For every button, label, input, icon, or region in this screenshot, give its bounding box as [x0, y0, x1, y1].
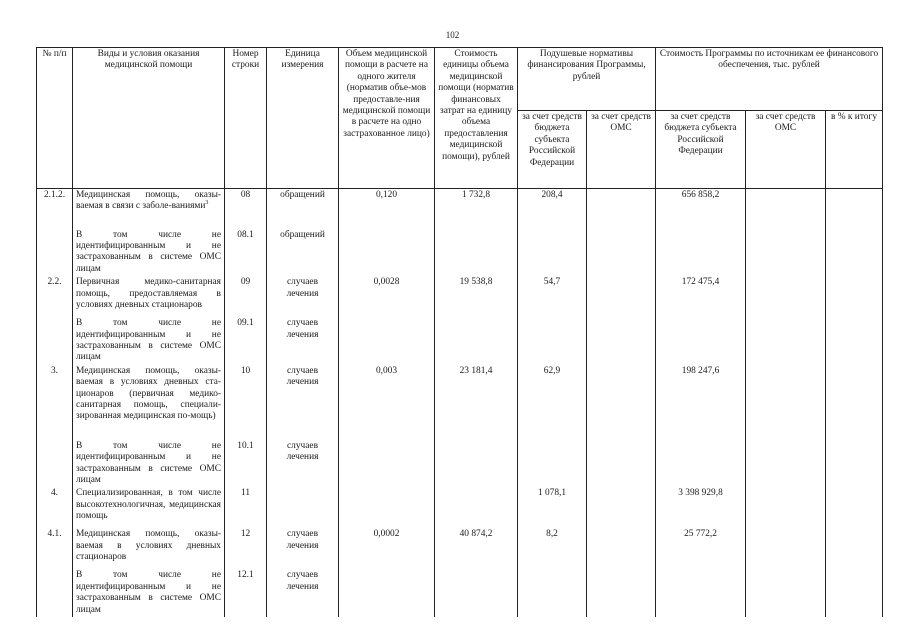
row-line-number-text: 09.1 [237, 318, 254, 329]
row-per-capita-budget [518, 365, 587, 440]
row-cost [435, 229, 518, 277]
header-cost: Стоимость единицы объема медицинской помощи (норматив финансовых затрат на единицу объема предоставления медицинской помощи), рублей [435, 48, 518, 189]
row-program-oms [746, 189, 826, 229]
row-program-oms [746, 487, 826, 528]
row-unit [267, 189, 339, 229]
row-desc-text: Медицинская помощь, оказы-ваемая в условиях дневных стационаров [76, 529, 221, 563]
row-volume [339, 189, 435, 229]
row-line-number-text: 08.1 [237, 229, 254, 240]
row-cost [435, 487, 518, 528]
row-unit [267, 317, 339, 365]
row-unit-text: случаев лечения [286, 440, 319, 463]
row-program-pct [826, 440, 883, 488]
row-num-text: 4. [50, 488, 59, 499]
header-unit: Единица измерения [267, 48, 339, 189]
row-program-budget-text: 3 398 929,8 [678, 488, 723, 499]
header-row-no: Номер строки [225, 48, 267, 189]
row-desc-text: В том числе не идентифицированным и не застрахованным в системе ОМС лицам [76, 440, 221, 485]
row-program-budget [656, 317, 746, 365]
row-per-capita-oms [587, 440, 656, 488]
row-volume-text: 0,0028 [373, 277, 400, 288]
header-per-capita: Подушевые нормативы финансирования Программы, рублей [518, 48, 656, 111]
row-volume [339, 569, 435, 617]
row-desc [73, 528, 225, 569]
row-num [37, 229, 73, 277]
row-line-number [225, 528, 267, 569]
row-num-text: 3. [50, 365, 59, 376]
row-unit-text: случаев лечения [286, 277, 319, 299]
row-per-capita-budget [518, 317, 587, 365]
row-unit [267, 487, 339, 528]
row-per-capita-oms [587, 528, 656, 569]
row-num [37, 528, 73, 569]
row-cost [435, 528, 518, 569]
row-volume [339, 528, 435, 569]
row-per-capita-budget [518, 487, 587, 528]
row-program-oms [746, 365, 826, 440]
table-row [37, 365, 883, 440]
row-unit-text: случаев лечения [286, 570, 319, 592]
row-line-number [225, 487, 267, 528]
row-program-budget [656, 276, 746, 317]
row-program-budget-text: 172 475,4 [681, 277, 720, 288]
row-desc-text: В том числе не идентифицированным и не застрахованным в системе ОМС лицам [76, 570, 221, 615]
row-cost [435, 440, 518, 488]
row-cost-text: 23 181,4 [459, 365, 493, 376]
row-num [37, 440, 73, 488]
row-desc [73, 440, 225, 488]
row-per-capita-budget-text: 8,2 [546, 529, 558, 540]
footnote-ref: 3 [205, 200, 209, 207]
row-program-budget-text: 198 247,6 [681, 365, 720, 376]
row-program-pct [826, 229, 883, 277]
row-program-budget [656, 229, 746, 277]
row-program-pct [826, 189, 883, 229]
row-volume [339, 229, 435, 277]
row-num-text: 4.1. [47, 529, 62, 540]
row-line-number [225, 365, 267, 440]
row-program-budget [656, 440, 746, 488]
row-line-number [225, 317, 267, 365]
row-cost [435, 569, 518, 617]
table-row [37, 276, 883, 317]
row-num [37, 276, 73, 317]
row-unit-text: случаев лечения [286, 318, 319, 340]
header-volume: Объем медицинской помощи в расчете на одного жителя (норматив объе-мов предоставле-ния медицинской помощи в расчете на одно застрахованное лицо) [339, 48, 435, 189]
row-line-number [225, 229, 267, 277]
row-num-text: 2.1.2. [43, 190, 66, 200]
program-cost-table [36, 47, 883, 617]
row-unit [267, 528, 339, 569]
table-body [37, 189, 883, 618]
row-desc-text: В том числе не идентифицированным и не застрахованным в системе ОМС лицам [76, 318, 221, 363]
row-per-capita-budget-text: 1 078,1 [537, 488, 567, 499]
row-volume [339, 365, 435, 440]
row-desc [73, 569, 225, 617]
row-cost [435, 317, 518, 365]
row-num [37, 365, 73, 440]
row-per-capita-budget [518, 229, 587, 277]
header-kind: Виды и условия оказания медицинской помощи [73, 48, 225, 189]
header-program-pct: в % к итогу [826, 111, 883, 189]
row-per-capita-oms [587, 365, 656, 440]
row-per-capita-oms [587, 317, 656, 365]
row-per-capita-budget [518, 189, 587, 229]
row-per-capita-oms [587, 276, 656, 317]
row-per-capita-budget [518, 440, 587, 488]
row-unit [267, 569, 339, 617]
row-per-capita-budget-text: 208,4 [541, 190, 563, 200]
row-cost [435, 365, 518, 440]
row-per-capita-budget [518, 569, 587, 617]
row-program-pct [826, 487, 883, 528]
row-program-pct [826, 317, 883, 365]
row-unit-text: случаев лечения [286, 529, 319, 551]
row-cost-text: 40 874,2 [459, 529, 493, 540]
row-desc [73, 317, 225, 365]
row-volume [339, 440, 435, 488]
row-desc [73, 487, 225, 528]
row-desc-text: Медицинская помощь, оказы-ваемая в связи с заболе-ваниями [76, 190, 221, 212]
row-program-pct [826, 365, 883, 440]
header-program-oms: за счет средств ОМС [746, 111, 826, 189]
row-line-number-text: 09 [240, 277, 251, 288]
row-unit [267, 229, 339, 277]
row-line-number-text: 10 [240, 365, 251, 376]
row-volume-text: 0,0002 [373, 529, 400, 540]
header-per-capita-oms: за счет средств ОМС [587, 111, 656, 189]
row-line-number [225, 569, 267, 617]
row-program-pct [826, 528, 883, 569]
row-desc [73, 365, 225, 440]
row-program-oms [746, 229, 826, 277]
row-line-number [225, 440, 267, 488]
row-volume-text: 0,120 [375, 190, 398, 200]
row-volume [339, 487, 435, 528]
row-program-pct [826, 569, 883, 617]
row-num [37, 487, 73, 528]
row-per-capita-oms [587, 487, 656, 528]
row-desc [73, 276, 225, 317]
row-program-budget-text: 25 772,2 [684, 529, 717, 540]
row-unit-text: обращений [280, 190, 325, 200]
row-cost-text: 19 538,8 [459, 277, 493, 288]
row-desc-text: В том числе не идентифицированным и не застрахованным в системе ОМС лицам [76, 229, 221, 274]
row-desc-text: Первичная медико-санитарная помощь, предоставляемая в условиях дневных стационаров [76, 277, 221, 310]
row-num [37, 569, 73, 617]
row-volume-text: 0,003 [375, 365, 398, 376]
row-program-oms [746, 440, 826, 488]
row-line-number-text: 10.1 [237, 440, 254, 451]
table-row [37, 569, 883, 617]
row-cost-text: 1 732,8 [461, 190, 491, 200]
row-per-capita-oms [587, 569, 656, 617]
row-num-text: 2.2. [47, 277, 62, 288]
table-row [37, 229, 883, 277]
row-per-capita-budget [518, 276, 587, 317]
header-per-capita-budget: за счет средств бюджета субъекта Российской Федерации [518, 111, 587, 189]
row-program-budget-text: 656 858,2 [681, 190, 720, 200]
row-unit-text: обращений [280, 229, 325, 240]
row-program-budget [656, 528, 746, 569]
row-cost [435, 189, 518, 229]
row-program-oms [746, 276, 826, 317]
row-line-number-text: 12 [240, 529, 251, 540]
header-program-budget: за счет средств бюджета субъекта Российской Федерации [656, 111, 746, 189]
row-volume [339, 276, 435, 317]
row-unit-text: случаев лечения [286, 365, 319, 388]
row-line-number [225, 276, 267, 317]
row-line-number-text: 12.1 [237, 570, 254, 581]
row-per-capita-budget-text: 62,9 [543, 365, 561, 376]
row-program-budget [656, 569, 746, 617]
page-number: 102 [445, 30, 460, 40]
row-line-number-text: 08 [240, 190, 251, 200]
row-unit [267, 276, 339, 317]
table-row [37, 487, 883, 528]
row-program-budget [656, 487, 746, 528]
row-num [37, 317, 73, 365]
row-per-capita-oms [587, 189, 656, 229]
row-desc [73, 229, 225, 277]
row-desc [73, 189, 225, 229]
table-header [37, 48, 883, 189]
row-line-number [225, 189, 267, 229]
row-desc-text: Специализированная, в том числе высокотехнологичная, медицинская помощь [76, 488, 221, 522]
table-row [37, 317, 883, 365]
header-num: № п/п [37, 48, 73, 189]
row-line-number-text: 11 [240, 488, 251, 499]
row-desc-text: Медицинская помощь, оказы-ваемая в условиях дневных ста-ционаров (первичная медико-санитарная помощь, специали-зированная медицинская по-мощь) [76, 365, 221, 422]
row-per-capita-budget-text: 54,7 [543, 277, 561, 288]
row-cost [435, 276, 518, 317]
table-row [37, 440, 883, 488]
row-program-budget [656, 365, 746, 440]
row-unit [267, 365, 339, 440]
row-program-oms [746, 317, 826, 365]
row-program-oms [746, 569, 826, 617]
row-per-capita-oms [587, 229, 656, 277]
table-row [37, 189, 883, 229]
header-program-cost: Стоимость Программы по источникам ее финансового обеспечения, тыс. рублей [656, 48, 883, 111]
row-program-pct [826, 276, 883, 317]
row-program-budget [656, 189, 746, 229]
row-volume [339, 317, 435, 365]
row-program-oms [746, 528, 826, 569]
row-num [37, 189, 73, 229]
row-per-capita-budget [518, 528, 587, 569]
row-unit [267, 440, 339, 488]
table-row [37, 528, 883, 569]
